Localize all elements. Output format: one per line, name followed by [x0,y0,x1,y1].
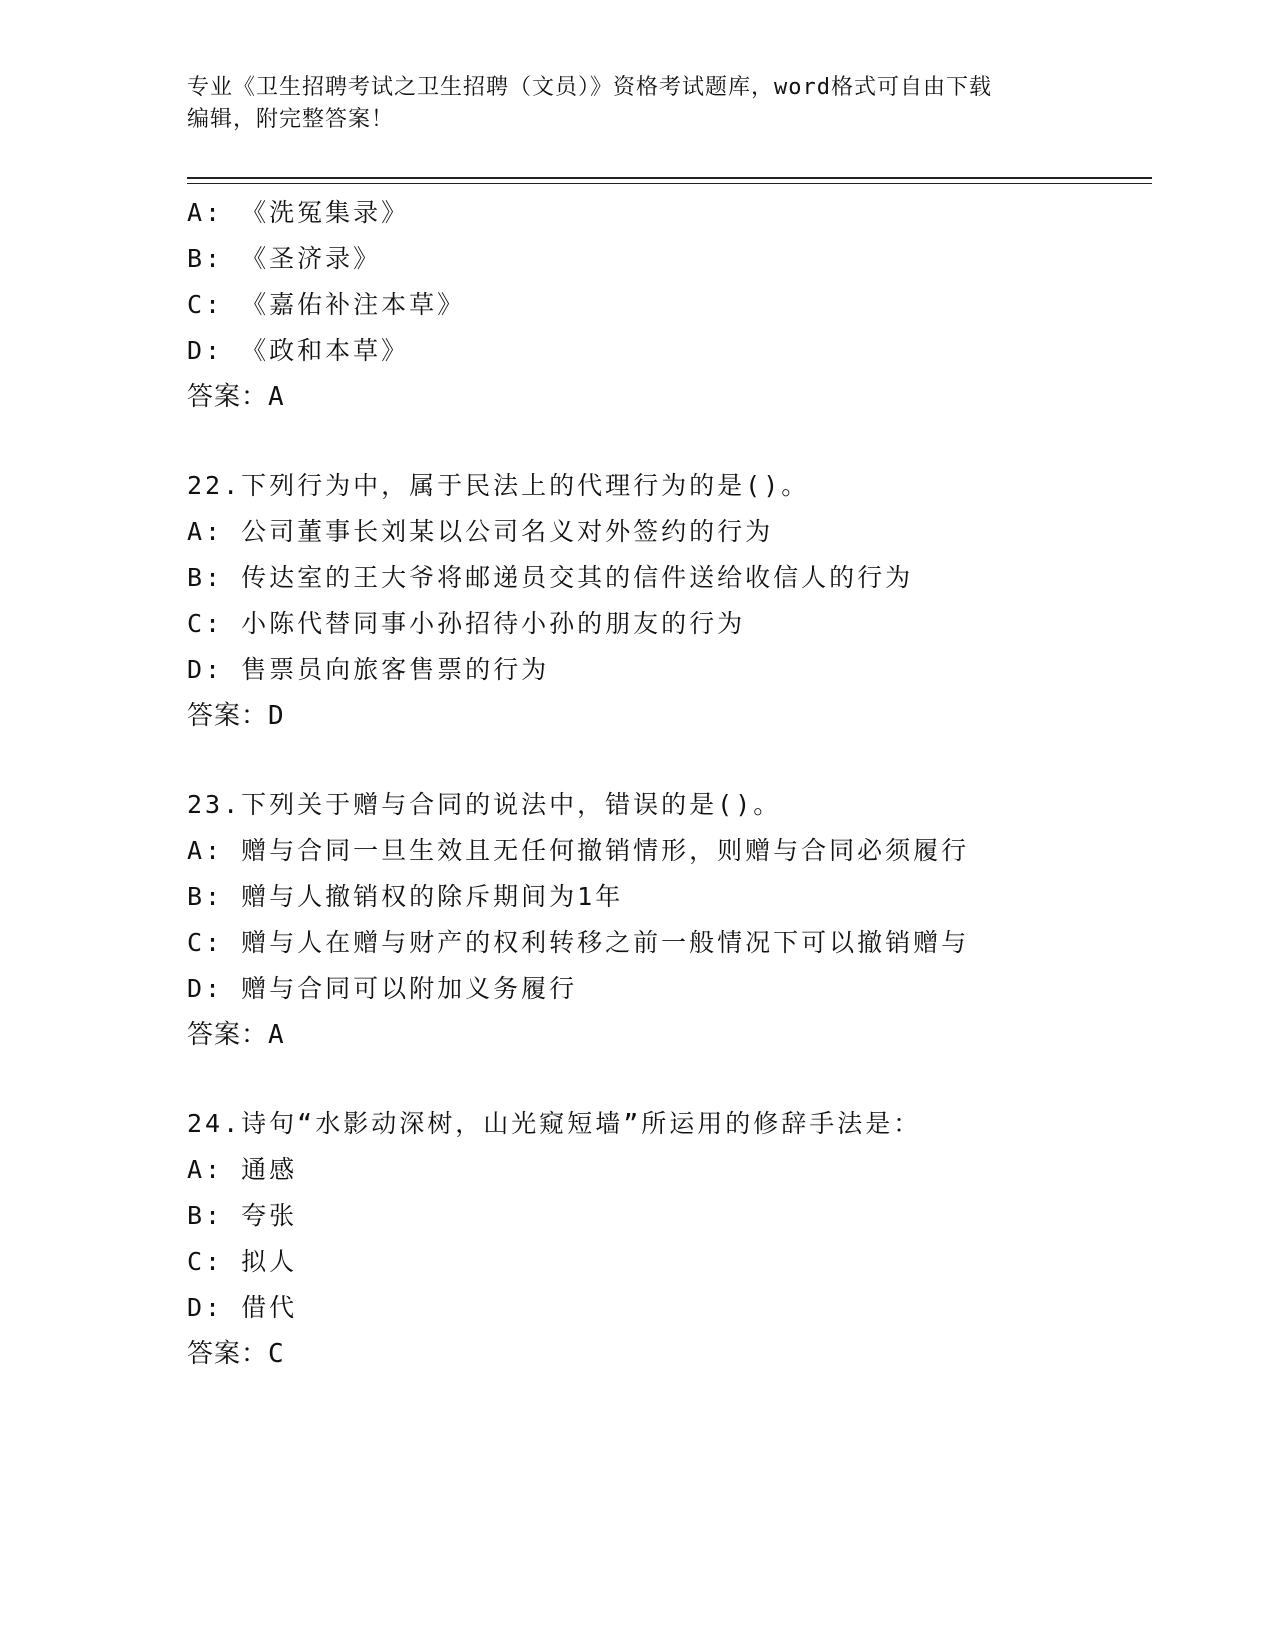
option-d: D: 《政和本草》 [187,336,410,365]
question-stem: 23.下列关于赠与合同的说法中，错误的是()。 [187,790,782,819]
option-c: C: 《嘉佑补注本草》 [187,290,466,319]
option-c: C: 小陈代替同事小孙招待小孙的朋友的行为 [187,609,746,638]
option-a: A: 通感 [187,1155,298,1184]
document-body [187,190,1147,1377]
option-a: A: 《洗冤集录》 [187,198,410,227]
question-block-21 [187,190,1147,420]
answer-line: 答案：A [187,1020,285,1050]
option-c: C: 拟人 [187,1247,298,1276]
option-a: A: 赠与合同一旦生效且无任何撤销情形，则赠与合同必须履行 [187,836,970,865]
header-rule-thin [187,183,1152,184]
option-c: C: 赠与人在赠与财产的权利转移之前一般情况下可以撤销赠与 [187,928,970,957]
option-d: D: 借代 [187,1293,298,1322]
question-stem: 24.诗句“水影动深树，山光窥短墙”所运用的修辞手法是： [187,1109,922,1138]
option-a: A: 公司董事长刘某以公司名义对外签约的行为 [187,517,774,546]
question-block-23 [187,782,1147,1058]
question-stem: 22.下列行为中，属于民法上的代理行为的是()。 [187,471,810,500]
question-block-22 [187,463,1147,739]
header-line-2: 编辑，附完整答案！ [187,107,395,132]
option-b: B: 赠与人撤销权的除斥期间为1年 [187,882,624,911]
option-b: B: 夸张 [187,1201,298,1230]
answer-line: 答案：C [187,1339,285,1369]
question-block-24 [187,1101,1147,1377]
option-d: D: 赠与合同可以附加义务履行 [187,974,578,1003]
option-b: B: 《圣济录》 [187,244,382,273]
answer-line: 答案：D [187,701,285,731]
document-header [187,72,1067,136]
option-d: D: 售票员向旅客售票的行为 [187,655,550,684]
header-rule-thick [187,177,1152,179]
header-line-1: 专业《卫生招聘考试之卫生招聘（文员）》资格考试题库，word格式可自由下载 [187,75,992,100]
answer-line: 答案：A [187,382,285,412]
option-b: B: 传达室的王大爷将邮递员交其的信件送给收信人的行为 [187,563,914,592]
